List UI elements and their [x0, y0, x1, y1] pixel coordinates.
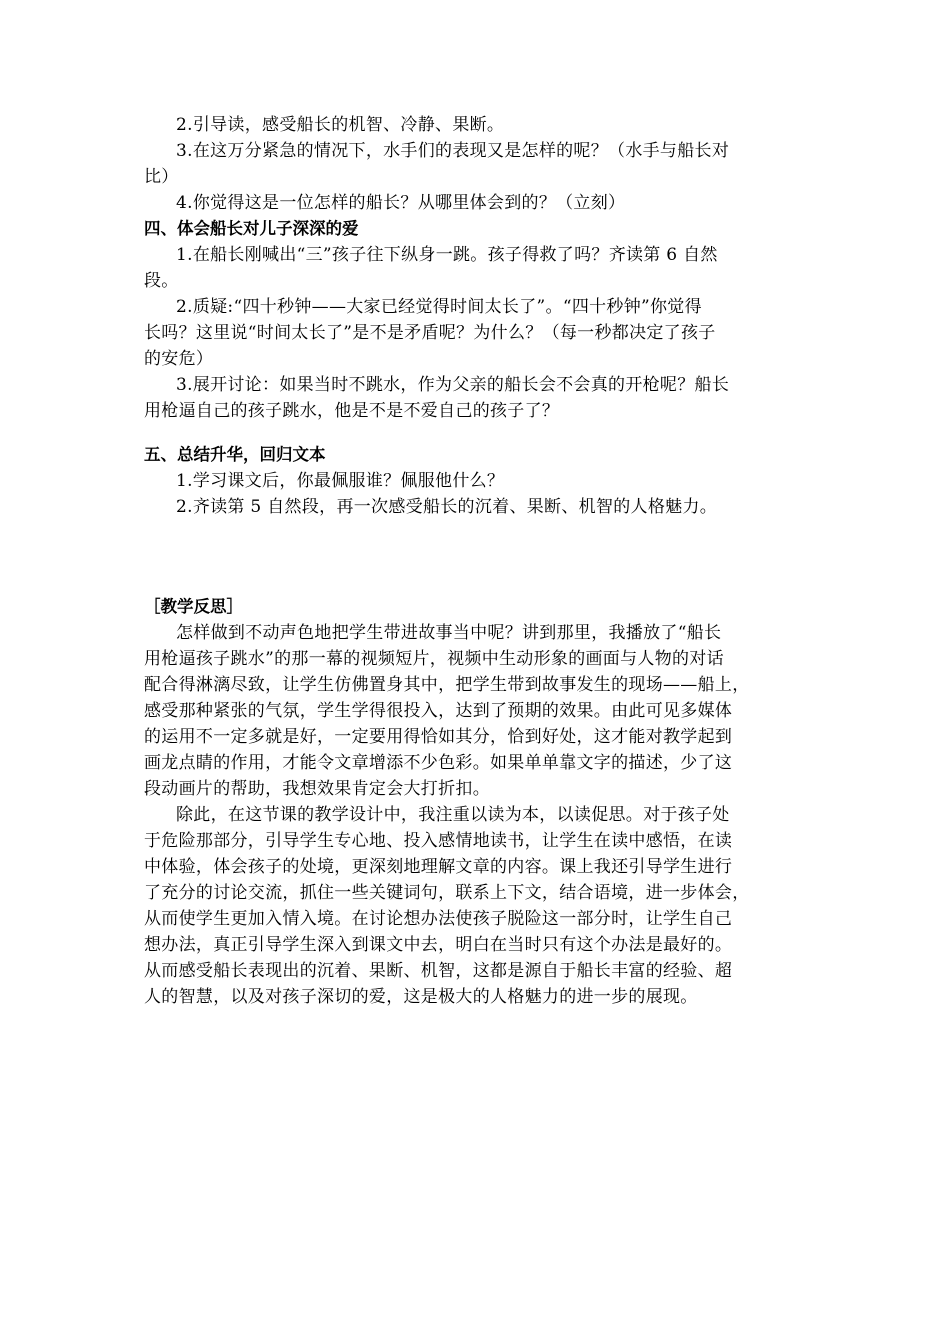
section5-item2: 2.齐读第 5 自然段，再一次感受船长的沉着、果断、机智的人格魅力。	[176, 497, 718, 517]
section4-item2-line3: 的安危）	[144, 349, 214, 369]
section5-heading: 五、总结升华，回归文本	[144, 445, 326, 464]
section5-item1: 1.学习课文后，你最佩服谁？佩服他什么？	[176, 471, 505, 491]
section4-item3-line1: 3.展开讨论：如果当时不跳水，作为父亲的船长会不会真的开枪呢？船长	[176, 375, 730, 395]
section4-heading: 四、体会船长对儿子深深的爱	[144, 219, 359, 238]
reflection-heading: ［教学反思］	[144, 597, 243, 616]
section4-item2-line1: 2.质疑:“四十秒钟——大家已经觉得时间太长了”。“四十秒钟”你觉得	[176, 297, 702, 317]
paragraph-line: 除此，在这节课的教学设计中，我注重以读为本，以读促思。对于孩子处	[176, 805, 730, 825]
paragraph-line: 中体验，体会孩子的处境，更深刻地理解文章的内容。课上我还引导学生进行	[144, 857, 733, 877]
paragraph-line: 怎样做到不动声色地把学生带进故事当中呢？讲到那里，我播放了“船长	[176, 623, 722, 643]
paragraph-line: 于危险那部分，引导学生专心地、投入感情地读书，让学生在读中感悟，在读	[144, 831, 733, 851]
paragraph-line: 人的智慧，以及对孩子深切的爱，这是极大的人格魅力的进一步的展现。	[144, 987, 698, 1007]
reflection-paragraph-2	[144, 802, 808, 1010]
paragraph-line: 感受那种紧张的气氛，学生学得很投入，达到了预期的效果。由此可见多媒体	[144, 701, 733, 721]
section3-item4: 4.你觉得这是一位怎样的船长？从哪里体会到的？（立刻）	[176, 193, 626, 213]
paragraph-line: 的运用不一定多就是好，一定要用得恰如其分，恰到好处，这才能对教学起到	[144, 727, 733, 747]
paragraph-line: 了充分的讨论交流，抓住一些关键词句，联系上下文，结合语境，进一步体会，	[144, 883, 750, 903]
paragraph-line: 用枪逼孩子跳水”的那一幕的视频短片，视频中生动形象的画面与人物的对话	[144, 649, 724, 669]
paragraph-line: 画龙点睛的作用，才能令文章增添不少色彩。如果单单靠文字的描述，少了这	[144, 753, 733, 773]
paragraph-line: 配合得淋漓尽致，让学生仿佛置身其中，把学生带到故事发生的现场——船上，	[144, 675, 750, 695]
section4-item2-line2: 长吗？这里说“时间太长了”是不是矛盾呢？为什么？（每一秒都决定了孩子	[144, 323, 716, 343]
section4-item3-line2: 用枪逼自己的孩子跳水，他是不是不爱自己的孩子了？	[144, 401, 560, 421]
section3-item3-line2: 比）	[144, 167, 179, 187]
section4-item1-line2: 段。	[144, 271, 179, 291]
document-page	[144, 112, 808, 1010]
paragraph-line: 想办法，真正引导学生深入到课文中去，明白在当时只有这个办法是最好的。	[144, 935, 733, 955]
spacer	[144, 520, 808, 594]
paragraph-line: 从而感受船长表现出的沉着、果断、机智，这都是源自于船长丰富的经验、超	[144, 961, 733, 981]
reflection-paragraph-1	[144, 620, 808, 802]
paragraph-line: 段动画片的帮助，我想效果肯定会大打折扣。	[144, 779, 490, 799]
paragraph-line: 从而使学生更加入情入境。在讨论想办法使孩子脱险这一部分时，让学生自己	[144, 909, 733, 929]
spacer	[144, 424, 808, 442]
section4-item1-line1: 1.在船长刚喊出“三”孩子往下纵身一跳。孩子得救了吗？齐读第 6 自然	[176, 245, 718, 265]
section3-item2: 2.引导读，感受船长的机智、冷静、果断。	[176, 115, 505, 135]
section3-item3-line1: 3.在这万分紧急的情况下，水手们的表现又是怎样的呢？（水手与船长对	[176, 141, 730, 161]
